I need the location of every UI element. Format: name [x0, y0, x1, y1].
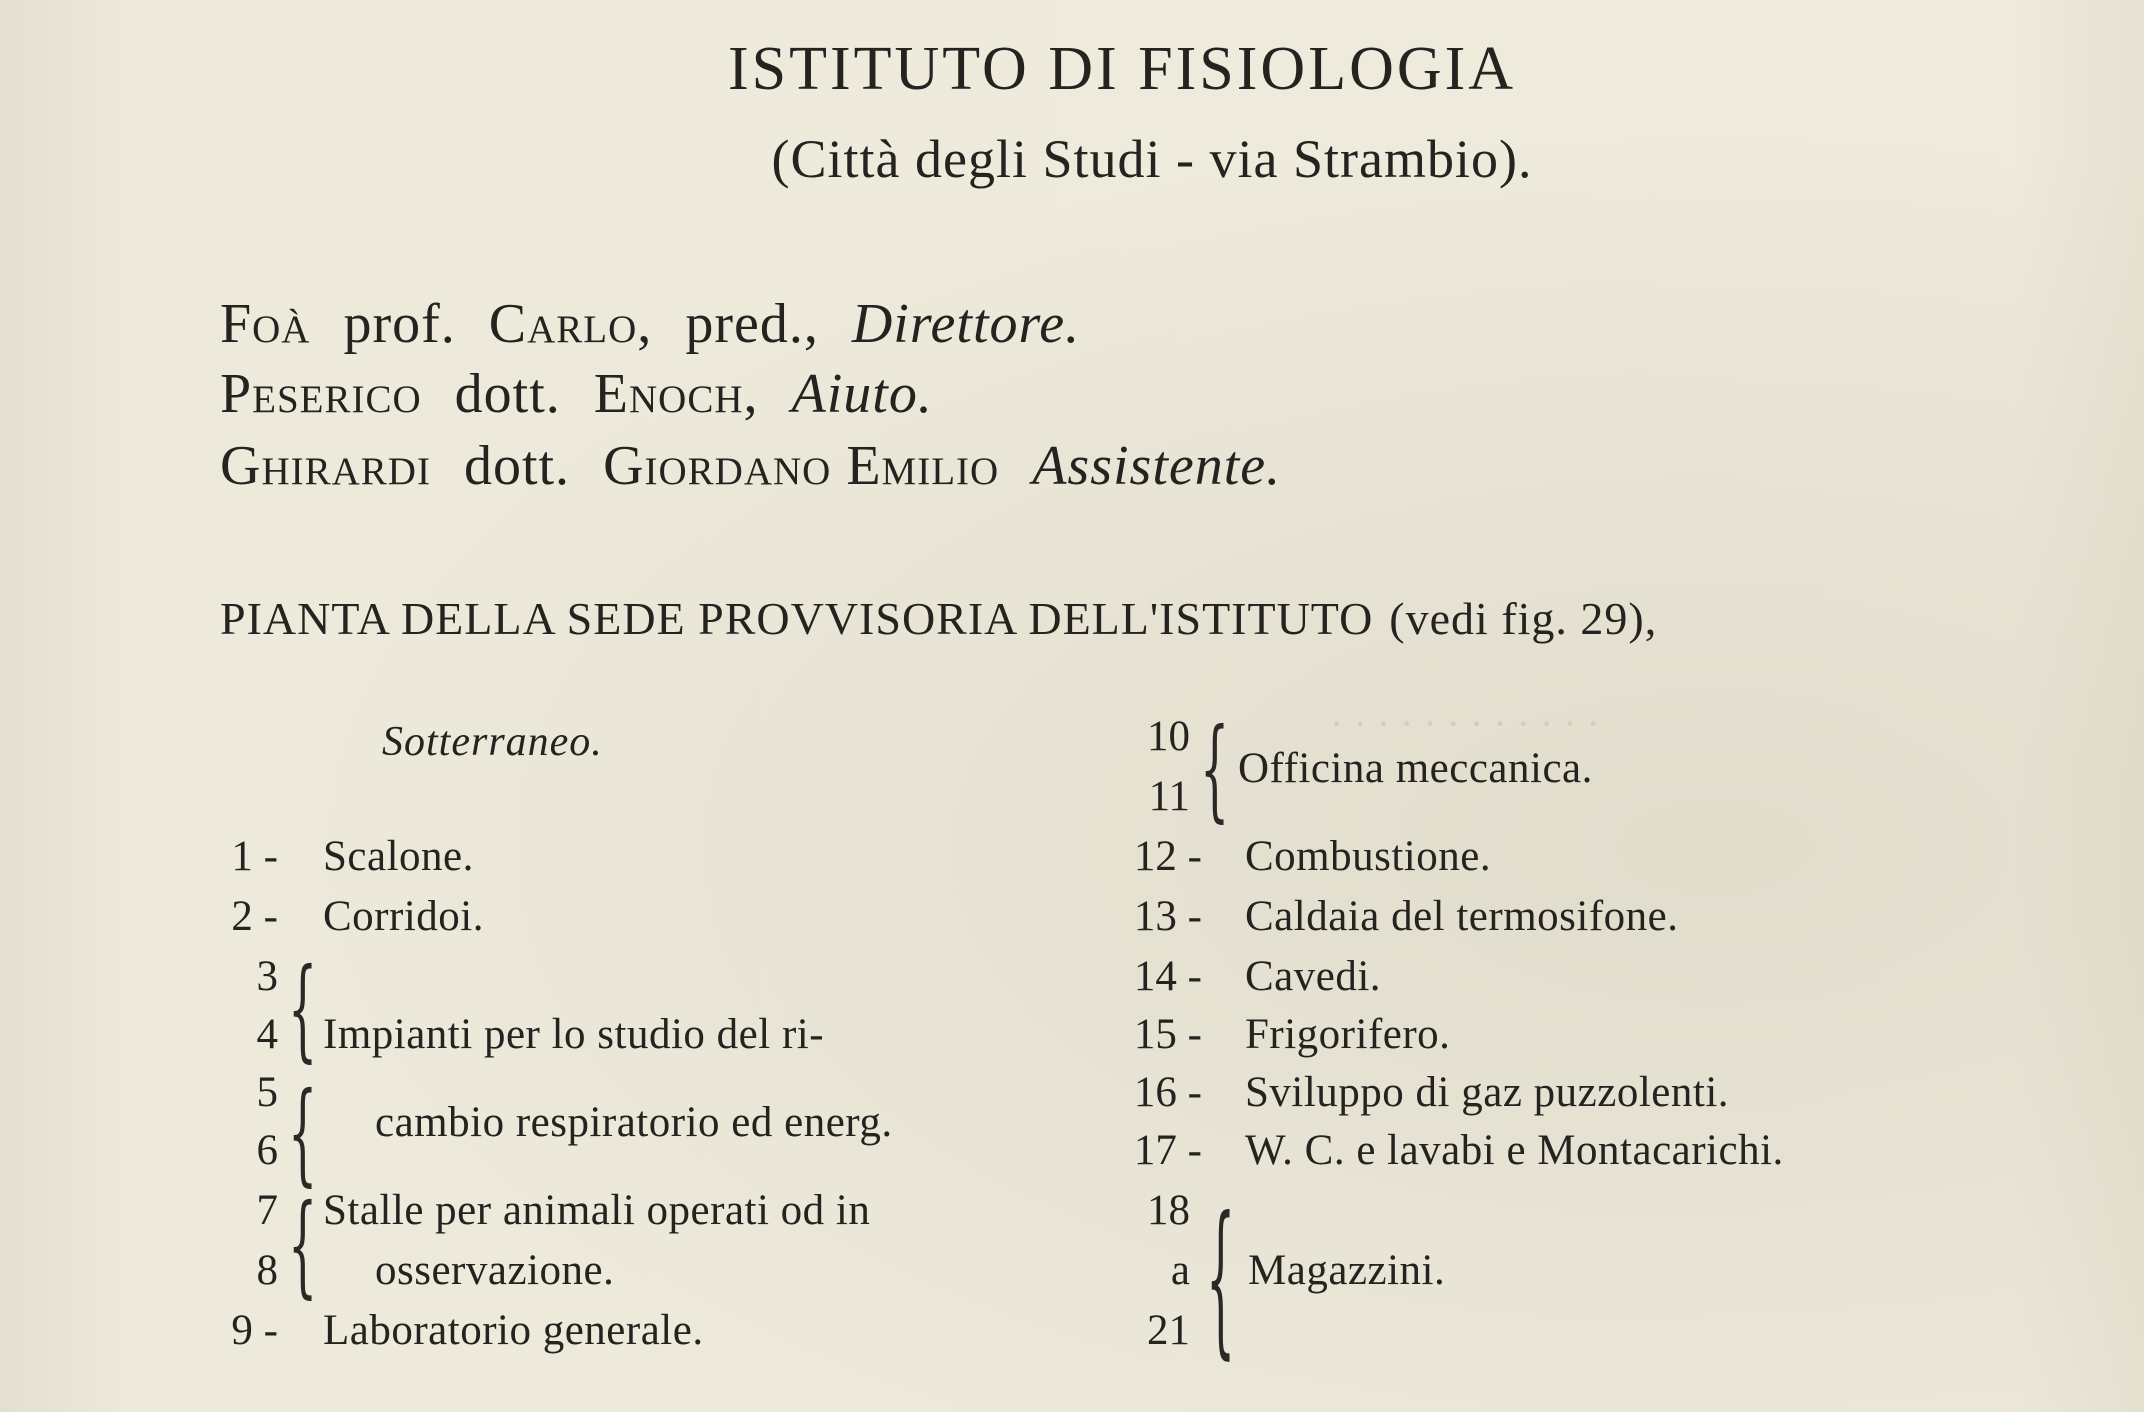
item-number: 9 - [231, 1307, 278, 1354]
section-heading [220, 592, 1657, 645]
item-number: 7 [256, 1187, 278, 1234]
item-text: osservazione. [375, 1247, 615, 1294]
section-heading-note: (vedi fig. 29), [1389, 593, 1658, 644]
staff-name: Carlo, [488, 293, 653, 355]
item-number: a [1170, 1247, 1190, 1294]
section-heading-text: PIANTA DELLA SEDE PROVVISORIA DELL'ISTITUTO [220, 593, 1374, 644]
item-text: Frigorifero. [1245, 1011, 1451, 1058]
item-number: 11 [1148, 773, 1190, 820]
item-text: Officina meccanica. [1238, 745, 1593, 792]
item-text: Combustione. [1245, 833, 1492, 880]
staff-surname: Ghirardi [220, 435, 431, 497]
staff-name: Giordano Emilio [603, 435, 1000, 497]
item-number: 8 [256, 1247, 278, 1294]
left-column-heading: Sotterraneo. [382, 719, 603, 765]
item-number: 1 - [231, 833, 278, 880]
staff-role: Aiuto. [791, 363, 933, 425]
staff-line-assistente [220, 434, 1281, 498]
staff-extra: pred., [685, 293, 819, 355]
staff-role: Direttore. [851, 293, 1081, 355]
item-number: 16 - [1133, 1069, 1202, 1116]
item-number: 6 [256, 1127, 278, 1174]
item-number: 2 - [231, 893, 278, 940]
item-number: 14 - [1133, 953, 1202, 1000]
item-text: Cavedi. [1245, 953, 1382, 1000]
brace-18-21: { [1206, 1180, 1236, 1375]
staff-title: prof. [343, 293, 456, 355]
item-text: Sviluppo di gaz puzzolenti. [1245, 1069, 1730, 1116]
brace-5-6: { [288, 1068, 318, 1198]
page-subtitle: (Città degli Studi - via Strambio). [771, 129, 1533, 189]
staff-title: dott. [463, 435, 571, 497]
item-number: 21 [1147, 1307, 1190, 1354]
staff-name: Enoch, [593, 363, 759, 425]
page-title: ISTITUTO DI FISIOLOGIA [727, 35, 1517, 103]
item-text: cambio respiratorio ed energ. [375, 1099, 893, 1146]
item-number: 3 [256, 953, 278, 1000]
show-through-text: · · · · · · · · · · · · [1330, 701, 1600, 746]
brace-3-4: { [288, 944, 318, 1074]
brace-10-11: { [1200, 704, 1230, 834]
item-number: 17 - [1133, 1127, 1202, 1174]
item-number: 10 [1147, 713, 1190, 760]
item-text: Laboratorio generale. [323, 1307, 704, 1354]
item-text: Corridoi. [323, 893, 484, 940]
staff-surname: Foà [220, 293, 311, 355]
item-text: Impianti per lo studio del ri- [323, 1011, 825, 1058]
staff-role: Assistente. [1032, 435, 1282, 497]
item-number: 5 [256, 1069, 278, 1116]
item-text: Magazzini. [1248, 1247, 1446, 1294]
item-number: 15 - [1133, 1011, 1202, 1058]
staff-title: dott. [454, 363, 561, 425]
item-text: Scalone. [323, 833, 474, 880]
item-text: W. C. e lavabi e Montacarichi. [1245, 1127, 1784, 1174]
item-text: Caldaia del termosifone. [1245, 893, 1679, 940]
staff-line-aiuto [220, 362, 933, 426]
item-number: 13 - [1133, 893, 1202, 940]
item-number: 4 [256, 1011, 278, 1058]
item-number: 18 [1147, 1187, 1190, 1234]
staff-line-director [220, 292, 1080, 356]
brace-7-8: { [288, 1180, 318, 1310]
item-number: 12 - [1133, 833, 1202, 880]
item-text: Stalle per animali operati od in [323, 1187, 871, 1234]
staff-surname: Peserico [220, 363, 422, 425]
